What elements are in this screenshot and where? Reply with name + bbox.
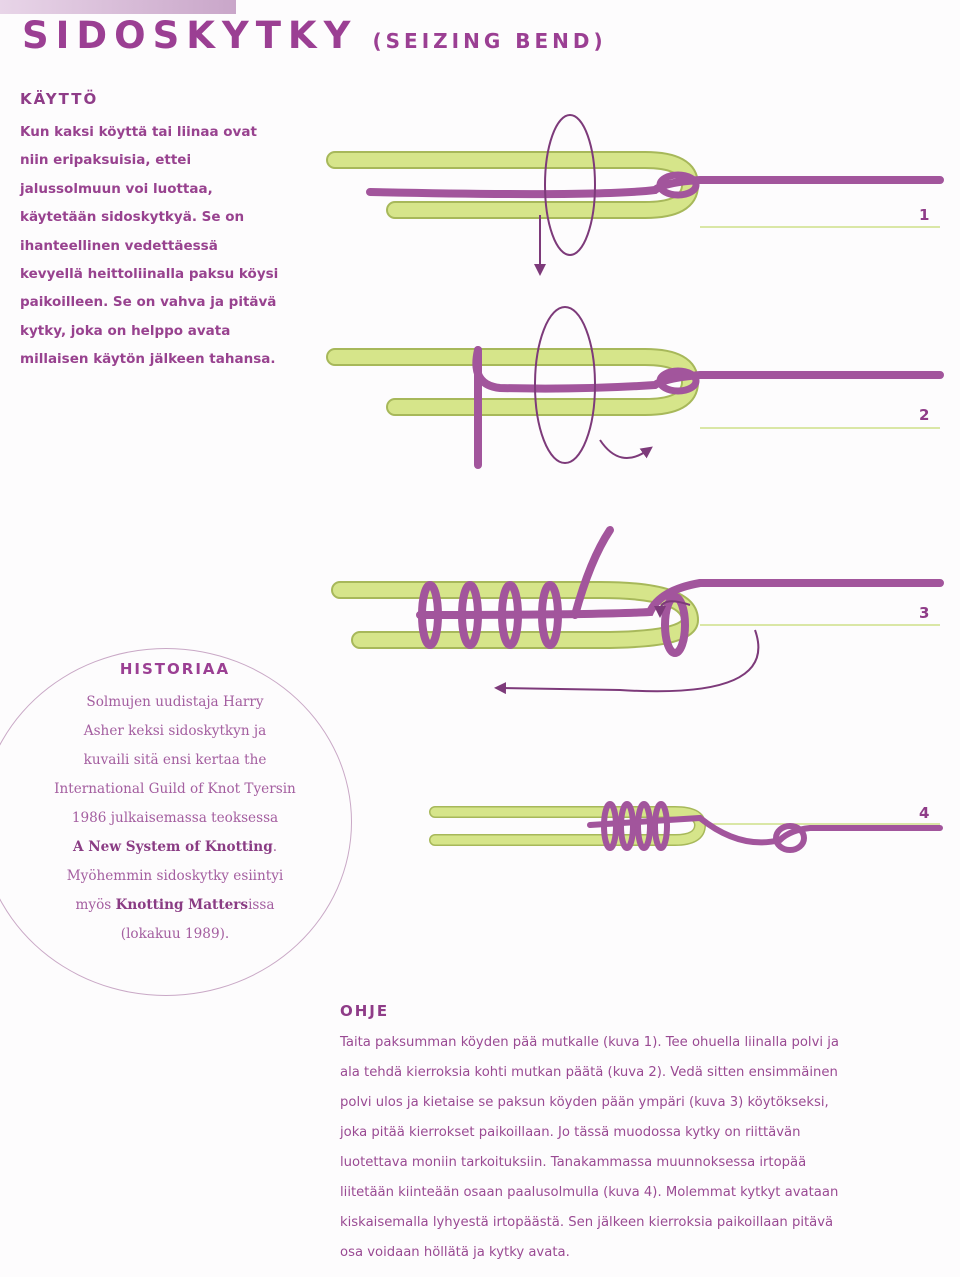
- step-3-illustration: [340, 530, 940, 691]
- step-2-illustration: [335, 307, 940, 465]
- history-line: 1986 julkaisemassa teoksessa: [71, 810, 279, 826]
- title-main: SIDOSKYTKY: [22, 14, 358, 57]
- book-title-1-suffix: .: [272, 839, 278, 855]
- step-label-3: 3: [919, 604, 930, 622]
- usage-line: paikoilleen. Se on vahva ja pitävä: [20, 294, 277, 311]
- usage-line: käytetään sidoskytkyä. Se on: [20, 209, 245, 226]
- instructions-line: osa voidaan höllätä ja kytky avata.: [340, 1245, 570, 1260]
- page-title: [22, 14, 607, 57]
- history-line: Asher keksi sidoskytkyn ja: [83, 723, 267, 739]
- history-line-suffix: issa: [248, 897, 275, 913]
- history-line: Solmujen uudistaja Harry: [86, 694, 264, 710]
- history-line: International Guild of Knot Tyersin: [54, 781, 296, 797]
- title-subtitle: (SEIZING BEND): [372, 29, 607, 53]
- instructions-line: liitetään kiinteään osaan paalusolmulla (kuva 4). Molemmat kytkyt avataan: [340, 1185, 839, 1200]
- usage-line: kevyellä heittoliinalla paksu köysi: [20, 266, 279, 283]
- instructions-heading: OHJE: [340, 1002, 390, 1020]
- instructions-line: polvi ulos ja kietaise se paksun köyden pään ympäri (kuva 3) köytökseksi,: [340, 1095, 829, 1110]
- instructions-line: ala tehdä kierroksia kohti mutkan päätä (kuva 2). Vedä sitten ensimmäinen: [340, 1065, 838, 1080]
- history-line: [0, 833, 350, 862]
- corner-tab-decoration: [0, 0, 236, 14]
- knot-diagram: [300, 100, 950, 880]
- usage-line: ihanteellinen vedettäessä: [20, 237, 218, 254]
- history-line: Myöhemmin sidoskytky esiintyi: [66, 868, 284, 884]
- step-1-illustration: [335, 115, 940, 270]
- instructions-line: luotettava moniin tarkoituksiin. Tanakammassa muunnoksessa irtopää: [340, 1155, 807, 1170]
- usage-heading: KÄYTTÖ: [20, 90, 99, 108]
- step-label-4: 4: [919, 804, 930, 822]
- history-line-prefix: myös: [75, 897, 116, 913]
- usage-paragraph: [20, 118, 320, 374]
- instructions-line: joka pitää kierrokset paikoillaan. Jo tässä muodossa kytky on riittävän: [340, 1125, 801, 1140]
- instructions-line: Taita paksumman köyden pää mutkalle (kuva 1). Tee ohuella liinalla polvi ja: [340, 1035, 839, 1050]
- usage-line: jalussolmuun voi luottaa,: [20, 180, 213, 197]
- usage-line: niin eripaksuisia, ettei: [20, 152, 192, 169]
- history-paragraph: [0, 688, 350, 949]
- usage-line: kytky, joka on helppo avata: [20, 322, 231, 339]
- usage-line: millaisen käytön jälkeen tahansa.: [20, 351, 276, 368]
- history-heading: HISTORIAA: [119, 660, 231, 678]
- usage-line: Kun kaksi köyttä tai liinaa ovat: [20, 124, 257, 140]
- history-line: [0, 891, 350, 920]
- step-4-illustration: [435, 804, 940, 850]
- step-label-2: 2: [919, 406, 930, 424]
- step-label-1: 1: [919, 206, 930, 224]
- history-line: (lokakuu 1989).: [120, 926, 230, 942]
- book-title-2: Knotting Matters: [115, 897, 249, 913]
- instructions-paragraph: [340, 1028, 945, 1268]
- history-line: kuvaili sitä ensi kertaa the: [83, 752, 267, 768]
- book-title-1: A New System of Knotting: [72, 839, 273, 855]
- instructions-line: kiskaisemalla lyhyestä irtopäästä. Sen jälkeen kierroksia paikoillaan pitävä: [340, 1215, 834, 1230]
